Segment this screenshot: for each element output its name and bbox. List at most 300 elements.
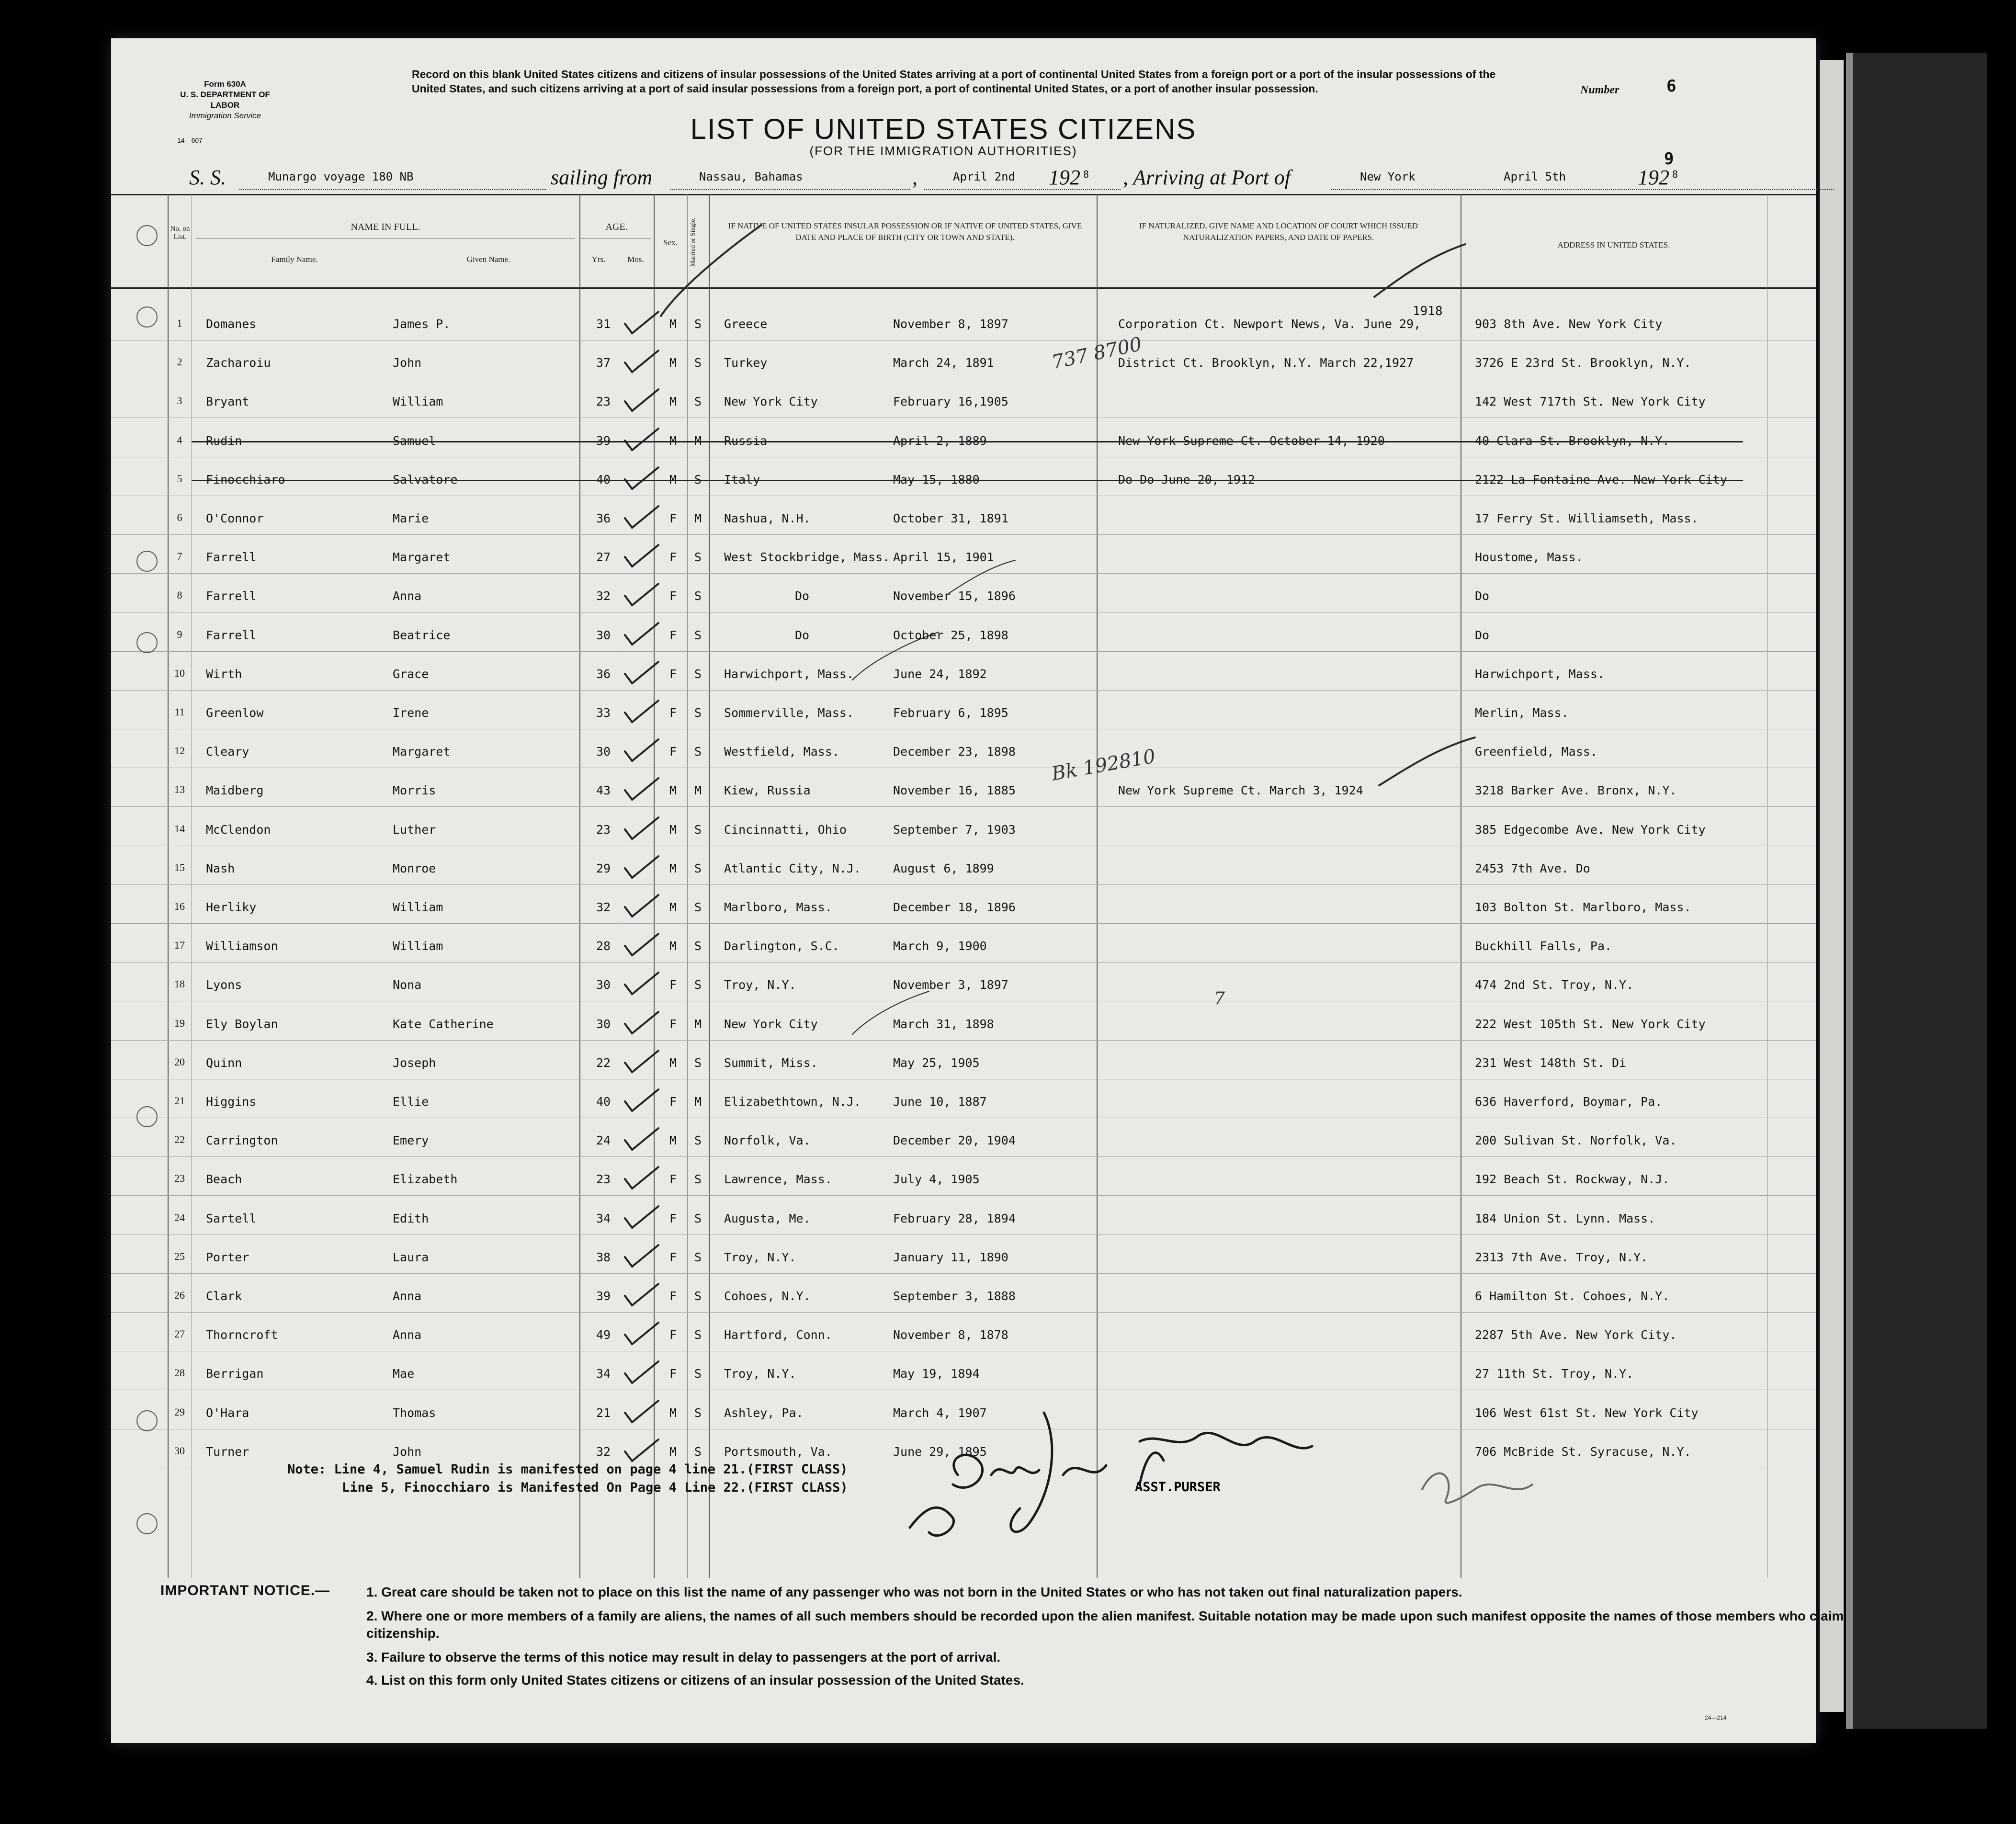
cell-marital-status: S [694,1212,702,1225]
note-line-1: Note: Line 4, Samuel Rudin is manifested on page 4 line 21.(FIRST CLASS) [287,1462,848,1477]
manifest-note [287,1461,848,1497]
cell-row-number: 30 [174,1445,185,1457]
cell-age-years: 39 [596,1289,611,1303]
page-subtitle: (FOR THE IMMIGRATION AUTHORITIES) [809,144,1077,158]
cell-family-name: O'Connor [206,511,264,525]
cell-given-name: Edith [393,1212,429,1225]
cell-address: Merlin, Mass. [1475,706,1569,720]
cell-given-name: John [393,356,422,370]
cell-family-name: Farrell [206,550,257,564]
cell-sex: F [669,1328,677,1342]
cell-address: 184 Union St. Lynn. Mass. [1475,1212,1655,1225]
cell-family-name: Rudin [206,434,242,448]
cell-marital-status: S [694,1250,702,1264]
cell-marital-status: S [694,550,702,564]
cell-birth-place: Nashua, N.H. [724,511,811,525]
cell-sex: M [669,1056,677,1070]
cell-row-number: 4 [177,434,182,446]
cell-birth-place: Atlantic City, N.J. [724,861,861,875]
cell-marital-status: S [694,745,702,759]
cell-row-number: 27 [174,1328,185,1340]
cell-row-number: 29 [174,1406,185,1418]
cell-address: 2122 La Fontaine Ave. New York City [1475,473,1727,487]
cell-age-years: 43 [596,783,611,797]
cell-age-years: 36 [596,667,611,681]
cell-address: 40 Clara St. Brooklyn, N.Y. [1475,434,1670,448]
cell-row-number: 13 [174,783,185,795]
col-name-in-full: NAME IN FULL. [351,222,420,232]
cell-birth-date: April 15, 1901 [893,550,994,564]
cell-birth-date: November 8, 1878 [893,1328,1008,1342]
cell-birth-place: New York City [724,1017,818,1031]
cell-marital-status: S [694,628,702,642]
cell-sex: M [669,317,677,331]
notice-item-3: 3. Failure to observe the terms of this notice may result in delay to passengers at the port of arrival. [366,1650,1001,1665]
sail-year-suffix: 8 [1083,169,1089,180]
cell-row-number: 24 [174,1212,185,1224]
cell-birth-date: June 29, 1895 [893,1445,987,1459]
col-yrs: Yrs. [591,255,606,264]
cell-address: 103 Bolton St. Marlboro, Mass. [1475,900,1691,914]
cell-birth-place: Greece [724,317,768,331]
cell-birth-date: December 23, 1898 [893,745,1016,759]
cell-family-name: Bryant [206,395,249,408]
cell-birth-place: Cohoes, N.Y. [724,1289,811,1303]
cell-birth-date: March 9, 1900 [893,939,987,953]
cell-birth-date: February 6, 1895 [893,706,1008,720]
cell-family-name: Clark [206,1289,242,1303]
print-code-bottom: 24—214 [1705,1714,1727,1721]
cell-marital-status: S [694,1056,702,1070]
cell-birth-date: October 25, 1898 [893,628,1008,642]
cell-address: 636 Haverford, Boymar, Pa. [1475,1095,1663,1109]
cell-age-years: 39 [596,434,611,448]
cell-age-years: 49 [596,1328,611,1342]
cell-row-number: 7 [177,550,182,562]
handwritten-mark: 7 [1214,989,1225,1008]
cell-birth-date: September 7, 1903 [893,823,1016,837]
cell-age-years: 30 [596,628,611,642]
cell-row-number: 12 [174,745,185,757]
note-line-2: Line 5, Finocchiaro is Manifested On Page 4 Line 22.(FIRST CLASS) [342,1480,848,1495]
cell-row-number: 25 [174,1250,185,1262]
record-instructions: Record on this blank United States citizens and citizens of insular possessions of the United States arriving at a port of continental United States from a foreign port or a port of the insular possessions of the United States, and such citizens arriving at a port of said insular possessions from a foreign port, a port of continental United States, or a port of another insular possession. [412,68,1496,95]
cell-given-name: William [393,395,443,408]
cell-birth-place: Turkey [724,356,768,370]
cell-row-number: 26 [174,1289,185,1301]
cell-age-years: 23 [596,823,611,837]
cell-age-years: 30 [596,745,611,759]
col-naturalization: IF NATURALIZED, GIVE NAME AND LOCATION OF COURT WHICH ISSUED NATURALIZATION PAPERS, AND DATE OF PAPERS. [1139,221,1418,242]
cell-sex: F [669,1095,677,1109]
cell-family-name: Farrell [206,589,257,603]
cell-marital-status: S [694,1172,702,1186]
cell-given-name: Mae [393,1367,415,1381]
cell-birth-date: December 18, 1896 [893,900,1016,914]
cell-marital-status: M [694,1017,702,1031]
cell-address: 2313 7th Ave. Troy, N.Y. [1475,1250,1648,1264]
cell-marital-status: S [694,823,702,837]
cell-age-years: 30 [596,1017,611,1031]
cell-birth-place: Westfield, Mass. [724,745,839,759]
cell-family-name: Sartell [206,1212,257,1225]
cell-naturalization-court: New York Supreme Ct. October 14, 1920 [1118,434,1385,448]
cell-marital-status: S [694,1133,702,1147]
cell-row-number: 11 [174,706,185,718]
cell-family-name: Zacharoiu [206,356,271,370]
col-married-single: Married or Single. [690,217,697,267]
cell-sex: F [669,706,677,720]
sail-date: April 2nd [953,170,1016,183]
cell-family-name: Greenlow [206,706,264,720]
notice-item-2: 2. Where one or more members of a family are aliens, the names of all such members should be recorded upon the alien manifest. Suitable notation may be made upon such manifest opposite the names of those members who claim citizenship. [366,1609,1844,1641]
cell-given-name: Ellie [393,1095,429,1109]
cell-sex: M [669,356,677,370]
arrival-date: April 5th [1504,170,1566,183]
cell-given-name: Margaret [393,745,451,759]
cell-birth-date: August 6, 1899 [893,861,994,875]
cell-birth-date: April 2, 1889 [893,434,987,448]
cell-address: 192 Beach St. Rockway, N.J. [1475,1172,1670,1186]
cell-given-name: Irene [393,706,429,720]
cell-sex: F [669,511,677,525]
cell-row-number: 2 [177,356,182,368]
service: Immigration Service [189,111,261,120]
cell-given-name: Luther [393,823,436,837]
cell-given-name: Marie [393,511,429,525]
cell-family-name: Domanes [206,317,257,331]
purser-signatures [872,1403,1686,1547]
cell-given-name: Grace [393,667,429,681]
department: U. S. DEPARTMENT OF LABOR [180,90,270,110]
cell-family-name: O'Hara [206,1406,249,1420]
cell-birth-place: Russia [724,434,768,448]
cell-given-name: Anna [393,589,422,603]
cell-birth-place: Ashley, Pa. [724,1406,804,1420]
cell-row-number: 8 [177,589,182,601]
cell-age-years: 32 [596,900,611,914]
cell-given-name: Morris [393,783,436,797]
cell-marital-status: S [694,1406,702,1420]
cell-age-years: 29 [596,861,611,875]
cell-sex: F [669,589,677,603]
arrival-year-suffix: 8 [1672,169,1678,180]
cell-given-name: Emery [393,1133,429,1147]
col-given-name: Given Name. [466,255,510,264]
cell-address: 142 West 717th St. New York City [1475,395,1706,408]
cell-family-name: Turner [206,1445,249,1459]
cell-sex: F [669,1172,677,1186]
cell-birth-place: Troy, N.Y. [724,1367,796,1381]
cell-address: 222 West 105th St. New York City [1475,1017,1706,1031]
cell-birth-date: October 31, 1891 [893,511,1008,525]
cell-age-years: 34 [596,1212,611,1225]
cell-marital-status: S [694,317,702,331]
cell-sex: M [669,1445,677,1459]
cell-address: 2453 7th Ave. Do [1475,861,1590,875]
cell-given-name: Nona [393,978,422,992]
cell-birth-place: Do [795,628,810,642]
cell-birth-date: September 3, 1888 [893,1289,1016,1303]
number-value: 6 [1666,77,1676,96]
cell-age-years: 36 [596,511,611,525]
cell-sex: M [669,1406,677,1420]
cell-sex: F [669,1289,677,1303]
cell-birth-place: Elizabethtown, N.J. [724,1095,861,1109]
cell-address: 3218 Barker Ave. Bronx, N.Y. [1475,783,1677,797]
cell-given-name: William [393,900,443,914]
cell-address: 17 Ferry St. Williamseth, Mass. [1475,511,1699,525]
cell-birth-date: December 20, 1904 [893,1133,1016,1147]
cell-given-name: Anna [393,1328,422,1342]
cell-given-name: Monroe [393,861,436,875]
cell-birth-place: Do [795,589,810,603]
cell-row-number: 3 [177,395,182,407]
cell-sex: M [669,783,677,797]
cell-birth-date: January 11, 1890 [893,1250,1008,1264]
cell-age-years: 40 [596,1095,611,1109]
cell-marital-status: M [694,1095,702,1109]
cell-address: Harwichport, Mass. [1475,667,1605,681]
col-no-on-list: No. on List. [170,225,190,241]
cell-row-number: 21 [174,1095,185,1107]
cell-birth-place: Darlington, S.C. [724,939,839,953]
cell-given-name: Samuel [393,434,436,448]
cell-birth-place: Norfolk, Va. [724,1133,811,1147]
cell-birth-date: March 4, 1907 [893,1406,987,1420]
cell-age-years: 30 [596,978,611,992]
cell-age-years: 21 [596,1406,611,1420]
cell-given-name: John [393,1445,422,1459]
cell-given-name: Margaret [393,550,451,564]
cell-given-name: James P. [393,317,451,331]
cell-row-number: 9 [177,628,182,640]
cell-birth-date: March 24, 1891 [893,356,994,370]
cell-birth-date: May 25, 1905 [893,1056,980,1070]
cell-birth-date: May 15, 1880 [893,473,980,487]
col-family-name: Family Name. [271,255,318,264]
cell-family-name: Quinn [206,1056,242,1070]
cell-birth-place: Augusta, Me. [724,1212,811,1225]
cell-marital-status: S [694,706,702,720]
arrival-port: New York [1360,170,1416,183]
cell-age-years: 34 [596,1367,611,1381]
cell-family-name: Carrington [206,1133,278,1147]
from-port: Nassau, Bahamas [699,170,803,183]
handwritten-annotation-row2: 737 8700 [1050,333,1144,374]
cell-age-years: 37 [596,356,611,370]
cell-address: 903 8th Ave. New York City [1475,317,1663,331]
cell-address: 106 West 61st St. New York City [1475,1406,1699,1420]
cell-row-number: 22 [174,1133,185,1145]
cell-family-name: McClendon [206,823,271,837]
cell-birth-date: July 4, 1905 [893,1172,980,1186]
col-age: AGE. [605,222,628,232]
cell-given-name: Kate Catherine [393,1017,494,1031]
cell-age-years: 23 [596,1172,611,1186]
cell-age-years: 31 [596,317,611,331]
cell-row-number: 5 [177,473,182,485]
cell-marital-status: M [694,783,702,797]
cell-family-name: Wirth [206,667,242,681]
cell-naturalization-court: District Ct. Brooklyn, N.Y. March 22,1927 [1118,356,1414,370]
cell-naturalization-court: New York Supreme Ct. March 3, 1924 [1118,783,1363,797]
cell-row-number: 23 [174,1172,185,1184]
cell-row-number: 17 [174,939,185,951]
cell-age-years: 23 [596,395,611,408]
cell-family-name: Farrell [206,628,257,642]
cell-address: Do [1475,628,1490,642]
form-number: Form 630A [204,79,246,89]
cell-sex: F [669,1250,677,1264]
cell-age-years: 28 [596,939,611,953]
cell-family-name: Porter [206,1250,249,1264]
notice-label: IMPORTANT NOTICE.— [160,1583,330,1598]
cell-sex: F [669,1212,677,1225]
cell-marital-status: S [694,939,702,953]
cell-given-name: William [393,939,443,953]
cell-family-name: Maidberg [206,783,264,797]
cell-family-name: Ely Boylan [206,1017,278,1031]
cell-age-years: 40 [596,473,611,487]
cell-family-name: Thorncroft [206,1328,278,1342]
cell-given-name: Anna [393,1289,422,1303]
cell-birth-place: Marlboro, Mass. [724,900,832,914]
cell-naturalization-court: Corporation Ct. Newport News, Va. June 29, [1118,317,1421,331]
cell-marital-status: S [694,900,702,914]
cell-sex: F [669,1017,677,1031]
cell-row-number: 19 [174,1017,185,1029]
cell-age-years: 27 [596,550,611,564]
cell-birth-place: Cincinnatti, Ohio [724,823,847,837]
cell-family-name: Berrigan [206,1367,264,1381]
cell-age-years: 24 [596,1133,611,1147]
cell-birth-place: Summit, Miss. [724,1056,818,1070]
cell-marital-status: S [694,473,702,487]
cell-address: Houstome, Mass. [1475,550,1583,564]
cell-marital-status: S [694,861,702,875]
cell-birth-place: Lawrence, Mass. [724,1172,832,1186]
cell-age-years: 32 [596,1445,611,1459]
cell-marital-status: S [694,589,702,603]
cell-birth-date: November 3, 1897 [893,978,1008,992]
cell-sex: F [669,1367,677,1381]
cell-marital-status: S [694,356,702,370]
cell-row-number: 18 [174,978,185,990]
cell-naturalization-court: Do Do June 20, 1912 [1118,473,1255,487]
comma-sep: , [912,166,917,189]
assistant-purser-label: ASST.PURSER [1135,1480,1221,1495]
cell-family-name: Finocchiaro [206,473,285,487]
arrival-year-prefix: 192 [1638,166,1669,189]
cell-address: 231 West 148th St. Di [1475,1056,1627,1070]
cell-row-number: 28 [174,1367,185,1379]
cell-row-number: 16 [174,900,185,912]
cell-sex: F [669,745,677,759]
col-sex: Sex. [663,238,678,247]
cell-birth-place: Troy, N.Y. [724,1250,796,1264]
corrected-year-digit: 9 [1664,149,1674,169]
cell-marital-status: S [694,978,702,992]
cell-birth-date: June 24, 1892 [893,667,987,681]
cell-sex: M [669,1133,677,1147]
cell-row-number: 10 [174,667,185,679]
cell-sex: M [669,823,677,837]
cell-address: 6 Hamilton St. Cohoes, N.Y. [1475,1289,1670,1303]
cell-age-years: 22 [596,1056,611,1070]
cell-birth-place: Kiew, Russia [724,783,811,797]
cell-age-years: 32 [596,589,611,603]
cell-marital-status: S [694,1367,702,1381]
cell-row-number: 15 [174,861,185,873]
cell-address: Greenfield, Mass. [1475,745,1597,759]
cell-family-name: Beach [206,1172,242,1186]
cell-marital-status: S [694,395,702,408]
cell-birth-place: Portsmouth, Va. [724,1445,832,1459]
cell-sex: M [669,395,677,408]
cell-address: 706 McBride St. Syracuse, N.Y. [1475,1445,1691,1459]
cell-birth-date: November 16, 1885 [893,783,1016,797]
cell-sex: M [669,473,677,487]
cell-birth-place: Hartford, Conn. [724,1328,832,1342]
cell-marital-status: S [694,1445,702,1459]
cell-birth-place: Troy, N.Y. [724,978,796,992]
cell-address: 474 2nd St. Troy, N.Y. [1475,978,1634,992]
col-address: ADDRESS IN UNITED STATES. [1557,240,1670,249]
arriving-label: , Arriving at Port of [1123,166,1291,189]
cell-birth-date: November 8, 1897 [893,317,1008,331]
cell-row-number: 6 [177,511,182,523]
cell-marital-status: S [694,1289,702,1303]
cell-family-name: Cleary [206,745,249,759]
cell-address: Buckhill Falls, Pa. [1475,939,1612,953]
col-mos: Mos. [627,255,644,264]
cell-sex: M [669,861,677,875]
cell-birth-date: February 16,1905 [893,395,1008,408]
handwritten-year-1918: 1918 [1413,304,1443,318]
cell-address: 27 11th St. Troy, N.Y. [1475,1367,1634,1381]
cell-birth-date: February 28, 1894 [893,1212,1016,1225]
cell-given-name: Elizabeth [393,1172,458,1186]
cell-age-years: 33 [596,706,611,720]
cell-row-number: 14 [174,823,185,835]
notice-item-4: 4. List on this form only United States citizens or citizens of an insular possession of the United States. [366,1673,1024,1688]
cell-family-name: Higgins [206,1095,257,1109]
cell-row-number: 20 [174,1056,185,1068]
cell-sex: M [669,939,677,953]
cell-address: 2287 5th Ave. New York City. [1475,1328,1677,1342]
cell-birth-date: June 10, 1887 [893,1095,987,1109]
ss-label: S. S. [189,166,226,189]
cell-marital-status: S [694,1328,702,1342]
notice-item-1: 1. Great care should be taken not to place on this list the name of any passenger who was not born in the United States or who has not taken out final naturalization papers. [366,1585,1462,1599]
sail-year-prefix: 192 [1049,166,1080,189]
cell-row-number: 1 [177,317,182,329]
cell-given-name: Thomas [393,1406,436,1420]
cell-sex: M [669,434,677,448]
number-label: Number [1580,84,1620,96]
cell-family-name: Williamson [206,939,278,953]
cell-sex: F [669,667,677,681]
cell-given-name: Salvatore [393,473,458,487]
cell-given-name: Laura [393,1250,429,1264]
cell-age-years: 38 [596,1250,611,1264]
cell-birth-place: New York City [724,395,818,408]
cell-given-name: Joseph [393,1056,436,1070]
cell-birth-date: November 15, 1896 [893,589,1016,603]
cell-sex: F [669,550,677,564]
cell-sex: F [669,628,677,642]
